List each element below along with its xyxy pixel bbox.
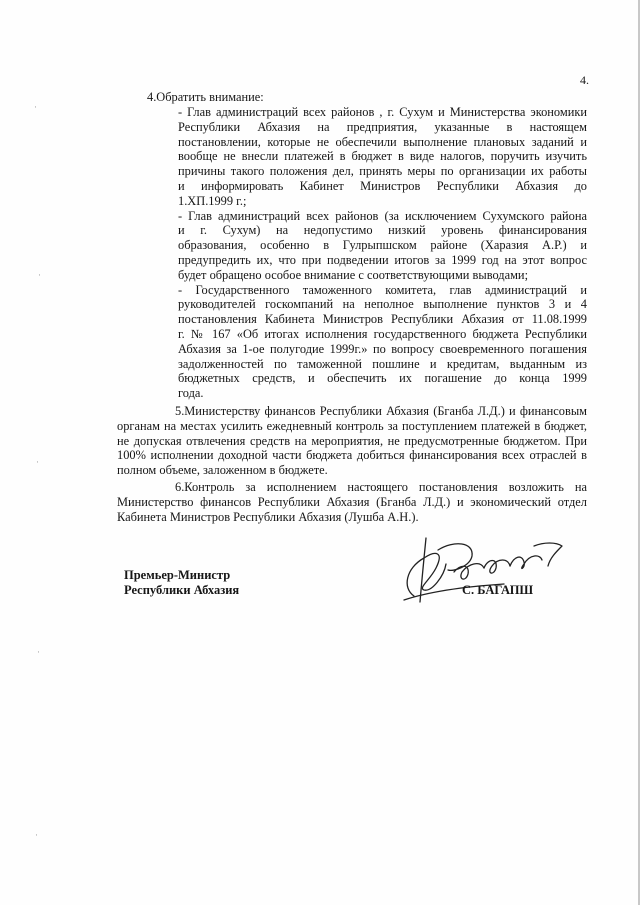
text-line: 100% исполнении доходной части бюджета добиться финансирования всех отраслей в	[117, 448, 587, 463]
text-line: руководителей госкомпаний на неполное выполнение пунктов 3 и 4	[178, 297, 587, 312]
text-line: - Глав администраций всех районов , г. Сухум и Министерства экономики	[178, 105, 587, 119]
signatory-name: С. БАГАПШ	[462, 583, 534, 597]
text-line: 6.Контроль за исполнением настоящего постановления возложить на	[175, 480, 587, 494]
scan-mark: ·	[35, 830, 38, 840]
text-line: не допуская отвлечения средств на мероприятия, не предусмотренные бюджетом. При	[117, 433, 587, 448]
text-line: и г. Сухум) на недопустимо низкий уровень финансирования	[178, 223, 587, 238]
text-line: 1.ХП.1999 г.;	[178, 193, 247, 208]
text-line: - Государственного таможенного комитета, глав администраций и	[178, 282, 587, 297]
section-6-body	[117, 480, 587, 524]
text-line: задолженностей по таможенной пошлине и кредитам, выданным из	[178, 356, 587, 371]
text-line: Министерство финансов Республики Абхазия (Бганба Л.Д.) и экономический отдел	[117, 494, 587, 509]
text-line: Кабинета Министров Республики Абхазия (Лушба А.Н.).	[117, 509, 419, 524]
section-4-heading: 4.Обратить внимание:	[147, 90, 264, 104]
text-line: причины такого положения дел, принять меры по организации их работы	[178, 164, 587, 179]
text-line: - Глав администраций всех районов (за исключением Сухумского района	[178, 208, 587, 223]
signatory-title-line: Премьер-Министр	[124, 568, 231, 582]
text-line: и информировать Кабинет Министров Республики Абхазия до	[178, 178, 587, 193]
text-line: бюджетных средств, и обеспечить их погашение до конца 1999	[178, 371, 587, 386]
text-line: будет обращено особое внимание с соответствующими выводами;	[178, 267, 529, 282]
text-line: органам на местах усилить ежедневный контроль за поступлением платежей в бюджет,	[117, 418, 587, 433]
section-4-body	[178, 105, 587, 401]
text-line: вообще не внесли платежей в бюджет в виде налогов, поручить изучить	[178, 149, 587, 164]
section-5-body	[117, 404, 587, 478]
text-line: Республики Абхазия на предприятия, указанные в настоящем	[178, 119, 587, 134]
text-line: 5.Министерству финансов Республики Абхазия (Бганба Л.Д.) и финансовым	[175, 404, 587, 418]
text-line: предупредить их, что при подведении итогов за 1999 год на этот вопрос	[178, 252, 587, 267]
signatory-title	[124, 568, 239, 598]
scan-mark: ·	[36, 457, 39, 467]
text-line: года.	[178, 386, 204, 401]
text-line: образования, особенно в Гулрыпшском районе (Харазия А.Р.) и	[178, 238, 587, 253]
page-number: 4.	[580, 73, 589, 87]
text-line: постановлении, которые не обеспечили выполнение плановых заданий и	[178, 134, 587, 149]
scan-mark: ·	[38, 270, 41, 280]
scan-mark: ·	[34, 102, 37, 112]
scan-mark: ·	[37, 647, 40, 657]
text-line: полном объеме, заложенном в бюджете.	[117, 463, 328, 478]
signatory-title-line: Республики Абхазия	[124, 583, 240, 597]
text-line: г. № 167 «Об итогах исполнения государственного бюджета Республики	[178, 326, 587, 341]
text-line: Абхазия за 1-ое полугодие 1999г.» по вопросу своевременного погашения	[178, 341, 587, 356]
text-line: постановления Кабинета Министров Республики Абхазия от 11.08.1999	[178, 312, 587, 327]
